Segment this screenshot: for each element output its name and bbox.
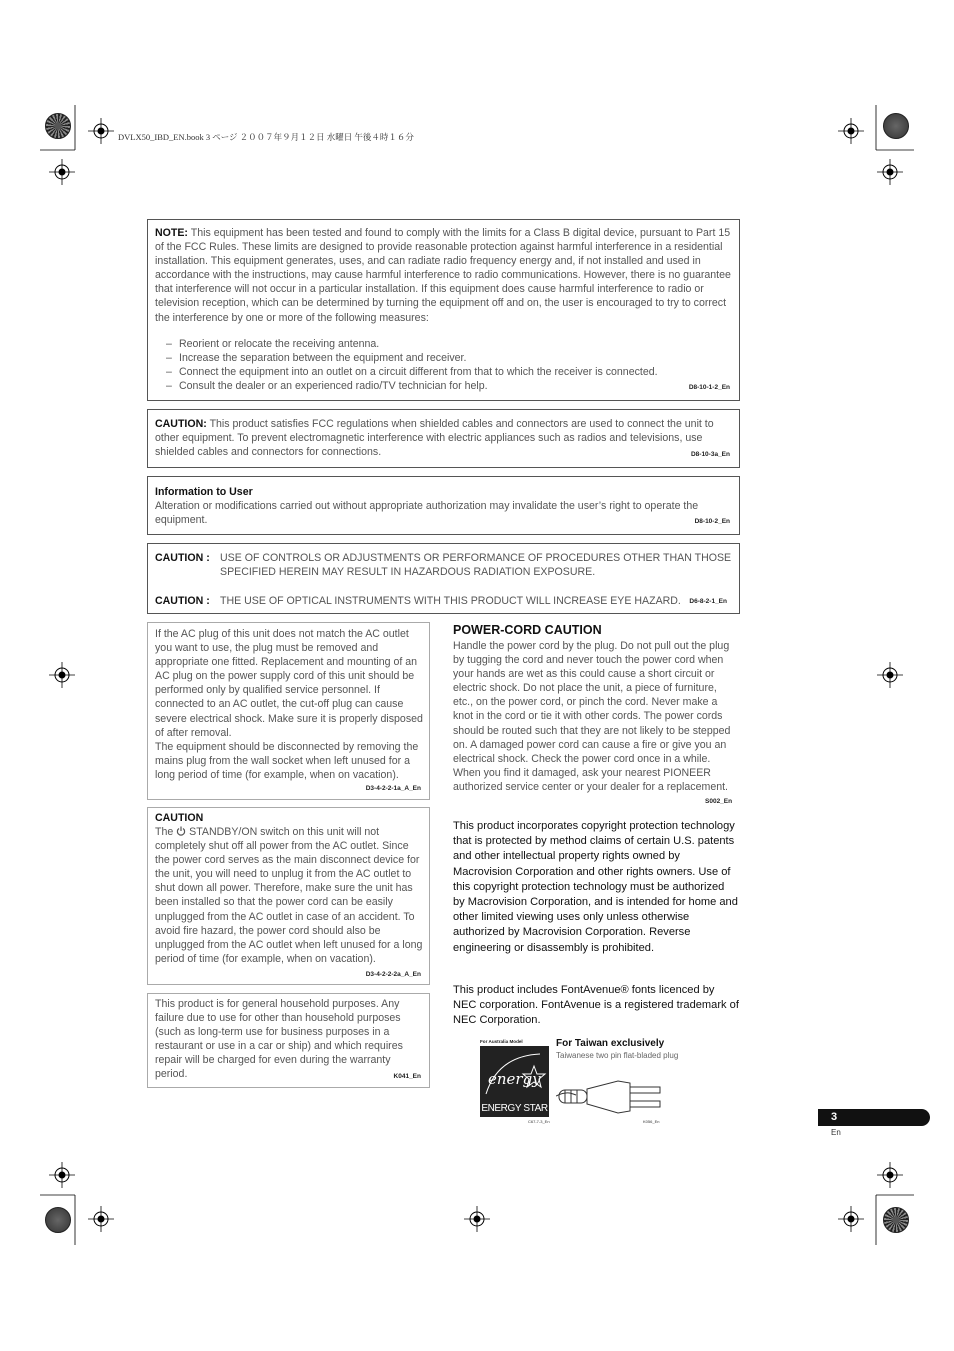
color-rosette	[45, 1207, 71, 1233]
doc-code: K056_En	[643, 1119, 660, 1124]
doc-code: D3-4-2-2-2a_A_En	[365, 971, 421, 978]
energy-star-text: ENERGY STAR	[481, 1103, 548, 1114]
caution-laser-text: USE OF CONTROLS OR ADJUSTMENTS OR PERFORMANCE OF PROCEDURES OTHER THAN THOSE SPECIFIED HEREIN MAY RESULT IN HAZARDOUS RADIATION EXPOSURE.	[220, 552, 732, 579]
taiwan-subtitle: Taiwanese two pin flat-bladed plug	[556, 1051, 679, 1060]
caution-eye-text: THE USE OF OPTICAL INSTRUMENTS WITH THIS PRODUCT WILL INCREASE EYE HAZARD.	[220, 595, 681, 607]
color-rosette	[45, 113, 71, 139]
measures-list	[155, 337, 715, 393]
list-item: – Connect the equipment into an outlet on a circuit different from that to which the receiver is connected.	[155, 365, 715, 379]
note-text: NOTE: This equipment has been tested and found to comply with the limits for a Class B digital device, pursuant to Part 15 of the FCC Rules. These limits are designed to provide reasonable protection against harmful interference in a residential installation. This equipment generates, uses, and can radiate radio frequency energy and, if not installed and used in accordance with the instructions, may cause harmful interference to radio communications. However, there is no guarantee that interference will not occur in a particular installation. If this equipment does cause harmful interference to radio or television reception, which can be determined by turning the equipment off and on, the user is encouraged to try to correct the interference by one or more of the following measures:	[155, 227, 731, 324]
household-box	[147, 993, 430, 1088]
caution-label: CAUTION :	[155, 552, 210, 564]
caution-fcc-box	[147, 409, 740, 468]
info-user-text: Alteration or modifications carried out without appropriate authorization may invalidate the user’s right to operate the equipment.	[155, 500, 699, 527]
doc-code: D8-10-3a_En	[690, 451, 730, 458]
doc-code: C67-7-3_En	[528, 1119, 550, 1124]
color-rosette	[883, 1207, 909, 1233]
taiwan-title: For Taiwan exclusively	[556, 1038, 665, 1049]
svg-text:energy: energy	[488, 1070, 541, 1088]
ac-plug-box	[147, 622, 430, 800]
plug-icon	[556, 1071, 668, 1121]
doc-code: D8-10-2_En	[694, 518, 730, 525]
caution-fcc-text: CAUTION: This product satisfies FCC regulations when shielded cables and connectors are used to connect the unit to other equipment. To prevent electromagnetic interference with electric appliances such as radios and televisions, use shielded cables and connectors for connections.	[155, 418, 714, 459]
energy-star-logo	[480, 1046, 549, 1117]
power-cord-title: POWER-CORD CAUTION	[453, 623, 602, 637]
info-user-title: Information to User	[155, 486, 253, 498]
page-number: 3	[831, 1111, 838, 1123]
file-header: DVLX50_IBD_EN.book 3 ページ ２００７年９月１２日 水曜日 午後４時１６分	[118, 132, 414, 142]
color-rosette	[883, 113, 909, 139]
list-item: – Consult the dealer or an experienced radio/TV technician for help.	[155, 379, 715, 393]
fontavenue-text: This product includes FontAvenue® fonts licenced by NEC corporation. FontAvenue is a registered trademark of NEC Corporation.	[453, 984, 739, 1027]
household-text: This product is for general household purposes. Any failure due to use for other than household purposes (such as long-term use for business purposes in a restaurant or use in a car or ship) and which requires repair will be charged for even during the warranty period.	[155, 998, 403, 1081]
energy-star-icon	[480, 1046, 549, 1102]
list-item: – Reorient or relocate the receiving antenna.	[155, 337, 715, 351]
caution-standby-text: The STANDBY/ON switch on this unit will not completely shut off all power from the AC outlet. Since the power cord serves as the main disconnect device for the unit, you will need to unplug it from the AC outlet to shut down all power. Therefore, make sure the unit has been installed so that the power cord can be easily unplugged from the AC outlet in case of an accident. To avoid fire hazard, the power cord should also be unplugged from the AC outlet when left unused for a long period of time (for example, when on vacation).	[155, 826, 423, 965]
caution-label: CAUTION :	[155, 595, 210, 607]
caution-laser-box	[147, 543, 740, 614]
doc-code: S002_En	[705, 798, 733, 805]
caution-title: CAUTION	[155, 812, 204, 824]
page-number-tab	[818, 1109, 930, 1126]
list-item: – Increase the separation between the equipment and receiver.	[155, 351, 715, 365]
ac-plug-text: If the AC plug of this unit does not match the AC outlet you want to use, the plug must be removed and appropriate one fitted. Replacement and mounting of an AC plug on the power supply cord of this unit should be performed only by qualified service personnel. If connected to an AC outlet, the cut-off plug can cause severe electrical shock. Make sure it is properly disposed of after removal. The equipment should be disconnected by removing the mains plug from the wall socket when left unused for a long period of time (for example, when on vacation).	[155, 628, 423, 781]
doc-code: D8-10-1-2_En	[688, 384, 730, 391]
doc-code: D3-4-2-2-1a_A_En	[365, 785, 421, 792]
doc-code: K041_En	[393, 1073, 421, 1080]
page-lang: En	[831, 1128, 841, 1137]
caution-standby-box	[147, 807, 430, 985]
doc-code: D6-8-2-1_En	[689, 598, 727, 605]
power-cord-text: Handle the power cord by the plug. Do not pull out the plug by tugging the cord and never touch the power cord when your hands are wet as this could cause a short circuit or electric shock. Do not place the unit, a piece of furniture, etc., on the power cord, or pinch the cord. Never make a knot in the cord or tie it with other cords. The power cords should be routed such that they are not likely to be stepped on. A damaged power cord can cause a fire or give you an electrical shock. Check the power cord once in a while. When you find it damaged, ask your nearest PIONEER authorized service center or your dealer for a replacement.	[453, 640, 731, 793]
power-icon	[176, 826, 186, 836]
macrovision-text: This product incorporates copyright protection technology that is protected by method claims of certain U.S. patents and other intellectual property rights owned by Macrovision Corporation and other rights owners. Use of this copyright protection technology must be authorized by Macrovision Corporation, and is intended for home and other limited viewing uses only unless otherwise authorized by Macrovision Corporation. Reverse engineering or disassembly is prohibited.	[453, 820, 738, 954]
info-user-box	[147, 476, 740, 535]
note-box	[147, 219, 740, 401]
australia-model-label: For Australia Model	[480, 1039, 523, 1044]
